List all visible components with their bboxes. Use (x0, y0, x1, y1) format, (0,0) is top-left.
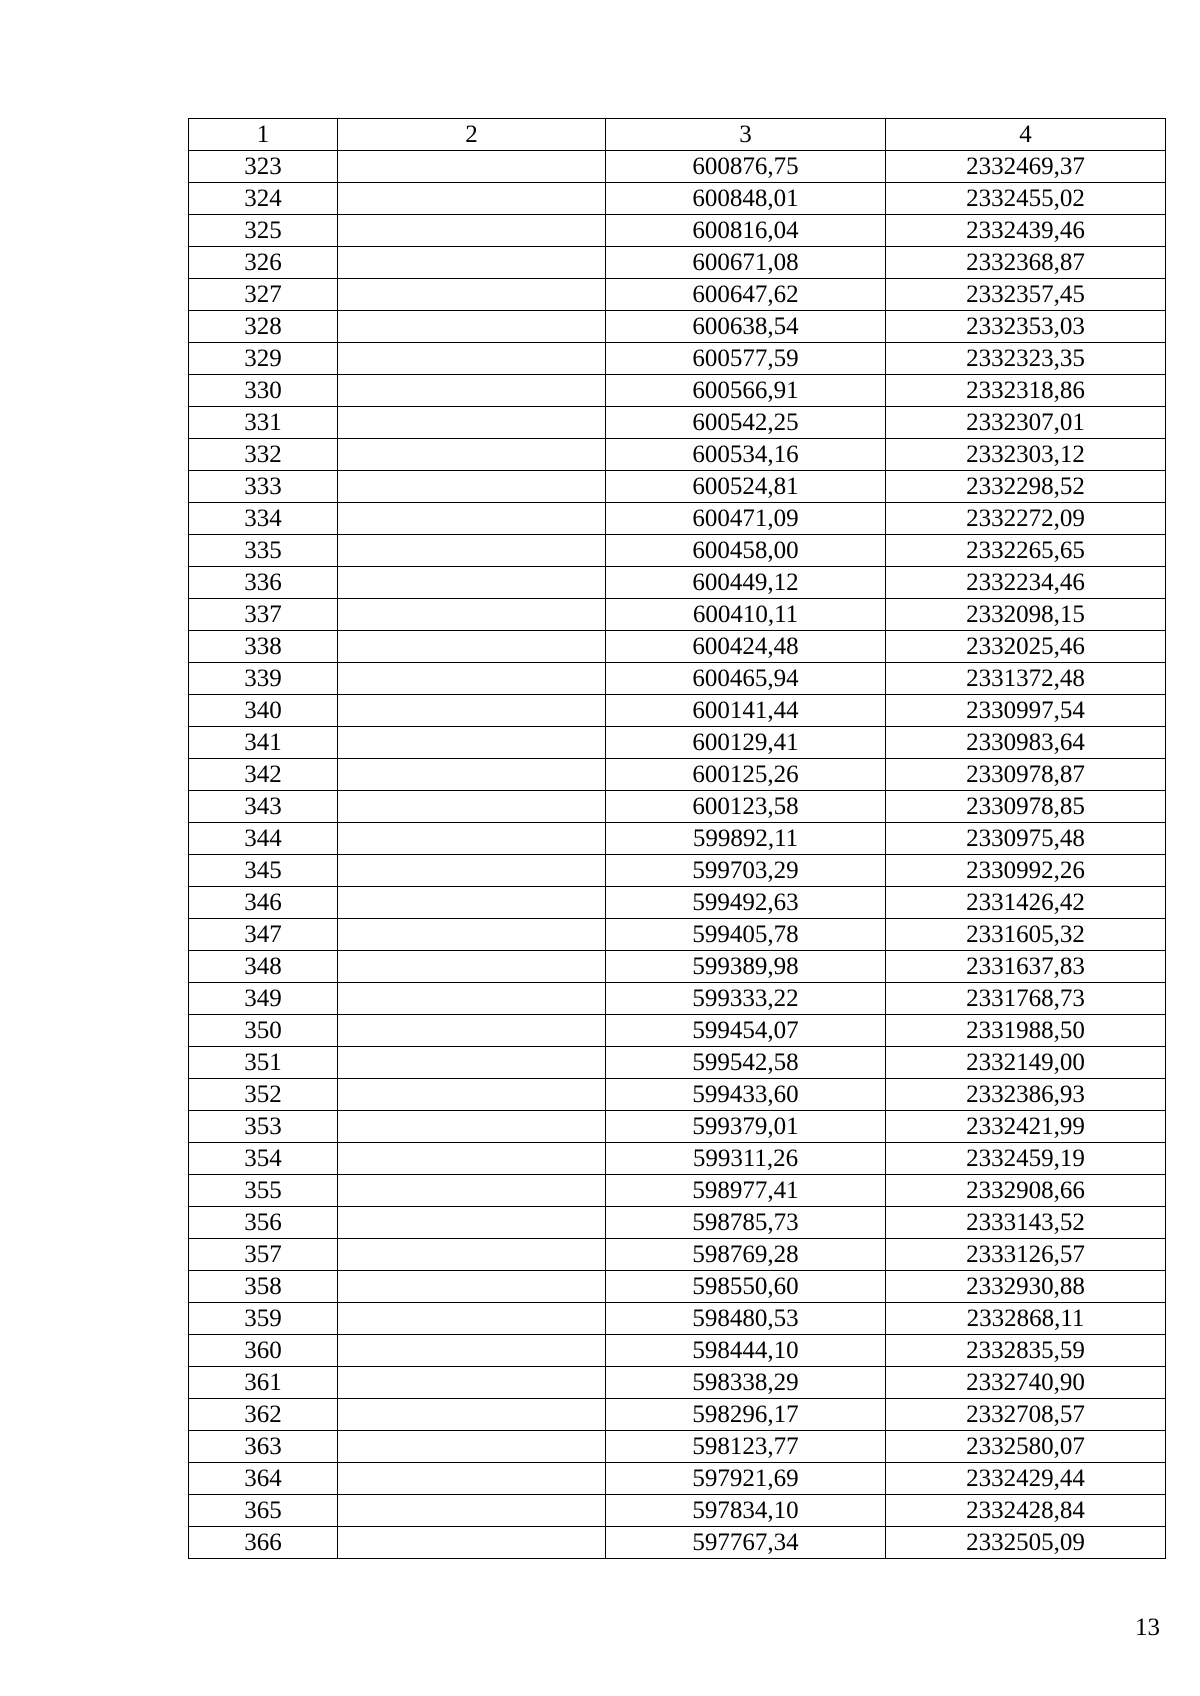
description-cell (338, 599, 606, 631)
y-coordinate-cell: 2332386,93 (886, 1079, 1166, 1111)
point-number-cell: 351 (189, 1047, 338, 1079)
y-coordinate-cell: 2332298,52 (886, 471, 1166, 503)
x-coordinate-cell: 600876,75 (606, 151, 886, 183)
table-row (189, 343, 1166, 375)
y-coordinate-cell: 2332025,46 (886, 631, 1166, 663)
point-number-cell: 365 (189, 1495, 338, 1527)
table-row (189, 247, 1166, 279)
x-coordinate-cell: 600410,11 (606, 599, 886, 631)
x-coordinate-cell: 599454,07 (606, 1015, 886, 1047)
x-coordinate-cell: 600647,62 (606, 279, 886, 311)
description-cell (338, 1367, 606, 1399)
table-row (189, 1527, 1166, 1559)
table-row (189, 951, 1166, 983)
x-coordinate-cell: 598480,53 (606, 1303, 886, 1335)
point-number-cell: 333 (189, 471, 338, 503)
table-row (189, 695, 1166, 727)
x-coordinate-cell: 600123,58 (606, 791, 886, 823)
description-cell (338, 215, 606, 247)
table-row (189, 151, 1166, 183)
point-number-cell: 359 (189, 1303, 338, 1335)
point-number-cell: 324 (189, 183, 338, 215)
header-cell-3: 3 (606, 119, 886, 151)
description-cell (338, 279, 606, 311)
point-number-cell: 329 (189, 343, 338, 375)
table-row (189, 503, 1166, 535)
point-number-cell: 325 (189, 215, 338, 247)
description-cell (338, 887, 606, 919)
y-coordinate-cell: 2332505,09 (886, 1527, 1166, 1559)
description-cell (338, 631, 606, 663)
description-cell (338, 535, 606, 567)
description-cell (338, 1463, 606, 1495)
description-cell (338, 791, 606, 823)
y-coordinate-cell: 2332469,37 (886, 151, 1166, 183)
table-row (189, 1143, 1166, 1175)
table-row (189, 375, 1166, 407)
y-coordinate-cell: 2332439,46 (886, 215, 1166, 247)
x-coordinate-cell: 598977,41 (606, 1175, 886, 1207)
coordinates-table (188, 118, 1166, 1559)
description-cell (338, 759, 606, 791)
y-coordinate-cell: 2332908,66 (886, 1175, 1166, 1207)
point-number-cell: 334 (189, 503, 338, 535)
y-coordinate-cell: 2332357,45 (886, 279, 1166, 311)
point-number-cell: 341 (189, 727, 338, 759)
x-coordinate-cell: 599433,60 (606, 1079, 886, 1111)
x-coordinate-cell: 598296,17 (606, 1399, 886, 1431)
table-row (189, 1463, 1166, 1495)
y-coordinate-cell: 2332455,02 (886, 183, 1166, 215)
x-coordinate-cell: 600129,41 (606, 727, 886, 759)
point-number-cell: 361 (189, 1367, 338, 1399)
description-cell (338, 951, 606, 983)
y-coordinate-cell: 2332265,65 (886, 535, 1166, 567)
y-coordinate-cell: 2331372,48 (886, 663, 1166, 695)
table-row (189, 1207, 1166, 1239)
point-number-cell: 355 (189, 1175, 338, 1207)
x-coordinate-cell: 600424,48 (606, 631, 886, 663)
y-coordinate-cell: 2332323,35 (886, 343, 1166, 375)
table-row (189, 919, 1166, 951)
description-cell (338, 343, 606, 375)
y-coordinate-cell: 2330983,64 (886, 727, 1166, 759)
description-cell (338, 503, 606, 535)
description-cell (338, 695, 606, 727)
x-coordinate-cell: 600141,44 (606, 695, 886, 727)
description-cell (338, 1495, 606, 1527)
y-coordinate-cell: 2332708,57 (886, 1399, 1166, 1431)
point-number-cell: 352 (189, 1079, 338, 1111)
y-coordinate-cell: 2330992,26 (886, 855, 1166, 887)
table-row (189, 1271, 1166, 1303)
table-row (189, 183, 1166, 215)
description-cell (338, 1111, 606, 1143)
y-coordinate-cell: 2332835,59 (886, 1335, 1166, 1367)
point-number-cell: 331 (189, 407, 338, 439)
y-coordinate-cell: 2331637,83 (886, 951, 1166, 983)
table-row (189, 1303, 1166, 1335)
x-coordinate-cell: 599542,58 (606, 1047, 886, 1079)
table-body (189, 151, 1166, 1559)
x-coordinate-cell: 599703,29 (606, 855, 886, 887)
point-number-cell: 339 (189, 663, 338, 695)
x-coordinate-cell: 598550,60 (606, 1271, 886, 1303)
point-number-cell: 337 (189, 599, 338, 631)
table-row (189, 663, 1166, 695)
point-number-cell: 356 (189, 1207, 338, 1239)
y-coordinate-cell: 2332318,86 (886, 375, 1166, 407)
description-cell (338, 1015, 606, 1047)
table-row (189, 407, 1166, 439)
point-number-cell: 332 (189, 439, 338, 471)
description-cell (338, 439, 606, 471)
description-cell (338, 567, 606, 599)
y-coordinate-cell: 2332307,01 (886, 407, 1166, 439)
table-row (189, 759, 1166, 791)
y-coordinate-cell: 2332303,12 (886, 439, 1166, 471)
point-number-cell: 354 (189, 1143, 338, 1175)
table-row (189, 1367, 1166, 1399)
table-row (189, 279, 1166, 311)
table-row (189, 311, 1166, 343)
point-number-cell: 327 (189, 279, 338, 311)
description-cell (338, 407, 606, 439)
header-cell-1: 1 (189, 119, 338, 151)
point-number-cell: 357 (189, 1239, 338, 1271)
y-coordinate-cell: 2332234,46 (886, 567, 1166, 599)
description-cell (338, 1239, 606, 1271)
table-row (189, 1239, 1166, 1271)
x-coordinate-cell: 600524,81 (606, 471, 886, 503)
point-number-cell: 366 (189, 1527, 338, 1559)
y-coordinate-cell: 2332428,84 (886, 1495, 1166, 1527)
y-coordinate-cell: 2331768,73 (886, 983, 1166, 1015)
table-row (189, 823, 1166, 855)
y-coordinate-cell: 2330997,54 (886, 695, 1166, 727)
table-row (189, 439, 1166, 471)
x-coordinate-cell: 599311,26 (606, 1143, 886, 1175)
description-cell (338, 855, 606, 887)
point-number-cell: 326 (189, 247, 338, 279)
description-cell (338, 311, 606, 343)
point-number-cell: 342 (189, 759, 338, 791)
x-coordinate-cell: 598338,29 (606, 1367, 886, 1399)
point-number-cell: 323 (189, 151, 338, 183)
description-cell (338, 151, 606, 183)
x-coordinate-cell: 600449,12 (606, 567, 886, 599)
point-number-cell: 338 (189, 631, 338, 663)
point-number-cell: 330 (189, 375, 338, 407)
table-row (189, 215, 1166, 247)
table-row (189, 1047, 1166, 1079)
point-number-cell: 353 (189, 1111, 338, 1143)
page-number: 13 (1135, 1614, 1160, 1641)
x-coordinate-cell: 600125,26 (606, 759, 886, 791)
table-row (189, 1399, 1166, 1431)
description-cell (338, 183, 606, 215)
description-cell (338, 1175, 606, 1207)
y-coordinate-cell: 2332098,15 (886, 599, 1166, 631)
x-coordinate-cell: 600465,94 (606, 663, 886, 695)
table-row (189, 567, 1166, 599)
point-number-cell: 343 (189, 791, 338, 823)
header-cell-4: 4 (886, 119, 1166, 151)
x-coordinate-cell: 600458,00 (606, 535, 886, 567)
y-coordinate-cell: 2332740,90 (886, 1367, 1166, 1399)
description-cell (338, 1047, 606, 1079)
description-cell (338, 1079, 606, 1111)
table-row (189, 1079, 1166, 1111)
y-coordinate-cell: 2331605,32 (886, 919, 1166, 951)
header-row (189, 119, 1166, 151)
x-coordinate-cell: 599405,78 (606, 919, 886, 951)
y-coordinate-cell: 2332272,09 (886, 503, 1166, 535)
description-cell (338, 823, 606, 855)
table-row (189, 535, 1166, 567)
x-coordinate-cell: 599492,63 (606, 887, 886, 919)
description-cell (338, 1527, 606, 1559)
point-number-cell: 335 (189, 535, 338, 567)
point-number-cell: 345 (189, 855, 338, 887)
table-row (189, 855, 1166, 887)
x-coordinate-cell: 599892,11 (606, 823, 886, 855)
y-coordinate-cell: 2332368,87 (886, 247, 1166, 279)
table-row (189, 599, 1166, 631)
x-coordinate-cell: 600534,16 (606, 439, 886, 471)
description-cell (338, 919, 606, 951)
table-row (189, 1175, 1166, 1207)
y-coordinate-cell: 2332429,44 (886, 1463, 1166, 1495)
y-coordinate-cell: 2332353,03 (886, 311, 1166, 343)
description-cell (338, 1303, 606, 1335)
point-number-cell: 358 (189, 1271, 338, 1303)
table-row (189, 791, 1166, 823)
y-coordinate-cell: 2331426,42 (886, 887, 1166, 919)
table-row (189, 983, 1166, 1015)
x-coordinate-cell: 597921,69 (606, 1463, 886, 1495)
point-number-cell: 360 (189, 1335, 338, 1367)
y-coordinate-cell: 2332149,00 (886, 1047, 1166, 1079)
y-coordinate-cell: 2333143,52 (886, 1207, 1166, 1239)
x-coordinate-cell: 598444,10 (606, 1335, 886, 1367)
x-coordinate-cell: 597767,34 (606, 1527, 886, 1559)
y-coordinate-cell: 2330978,85 (886, 791, 1166, 823)
table-row (189, 887, 1166, 919)
x-coordinate-cell: 600471,09 (606, 503, 886, 535)
point-number-cell: 364 (189, 1463, 338, 1495)
x-coordinate-cell: 597834,10 (606, 1495, 886, 1527)
table-row (189, 1431, 1166, 1463)
point-number-cell: 362 (189, 1399, 338, 1431)
x-coordinate-cell: 599333,22 (606, 983, 886, 1015)
y-coordinate-cell: 2332459,19 (886, 1143, 1166, 1175)
y-coordinate-cell: 2332421,99 (886, 1111, 1166, 1143)
y-coordinate-cell: 2331988,50 (886, 1015, 1166, 1047)
x-coordinate-cell: 600638,54 (606, 311, 886, 343)
description-cell (338, 727, 606, 759)
description-cell (338, 471, 606, 503)
description-cell (338, 247, 606, 279)
point-number-cell: 348 (189, 951, 338, 983)
x-coordinate-cell: 600848,01 (606, 183, 886, 215)
header-cell-2: 2 (338, 119, 606, 151)
x-coordinate-cell: 600577,59 (606, 343, 886, 375)
x-coordinate-cell: 598123,77 (606, 1431, 886, 1463)
point-number-cell: 340 (189, 695, 338, 727)
description-cell (338, 1431, 606, 1463)
point-number-cell: 347 (189, 919, 338, 951)
x-coordinate-cell: 600816,04 (606, 215, 886, 247)
y-coordinate-cell: 2330975,48 (886, 823, 1166, 855)
table-row (189, 1111, 1166, 1143)
table-row (189, 471, 1166, 503)
table-row (189, 1495, 1166, 1527)
x-coordinate-cell: 600671,08 (606, 247, 886, 279)
table-row (189, 1335, 1166, 1367)
point-number-cell: 346 (189, 887, 338, 919)
table-row (189, 631, 1166, 663)
table-row (189, 727, 1166, 759)
table-row (189, 1015, 1166, 1047)
description-cell (338, 1335, 606, 1367)
point-number-cell: 328 (189, 311, 338, 343)
y-coordinate-cell: 2333126,57 (886, 1239, 1166, 1271)
point-number-cell: 349 (189, 983, 338, 1015)
x-coordinate-cell: 600542,25 (606, 407, 886, 439)
description-cell (338, 1399, 606, 1431)
description-cell (338, 375, 606, 407)
description-cell (338, 1271, 606, 1303)
y-coordinate-cell: 2330978,87 (886, 759, 1166, 791)
description-cell (338, 1143, 606, 1175)
point-number-cell: 350 (189, 1015, 338, 1047)
point-number-cell: 336 (189, 567, 338, 599)
x-coordinate-cell: 599379,01 (606, 1111, 886, 1143)
x-coordinate-cell: 599389,98 (606, 951, 886, 983)
description-cell (338, 663, 606, 695)
point-number-cell: 363 (189, 1431, 338, 1463)
point-number-cell: 344 (189, 823, 338, 855)
description-cell (338, 1207, 606, 1239)
x-coordinate-cell: 600566,91 (606, 375, 886, 407)
x-coordinate-cell: 598785,73 (606, 1207, 886, 1239)
y-coordinate-cell: 2332580,07 (886, 1431, 1166, 1463)
x-coordinate-cell: 598769,28 (606, 1239, 886, 1271)
y-coordinate-cell: 2332868,11 (886, 1303, 1166, 1335)
y-coordinate-cell: 2332930,88 (886, 1271, 1166, 1303)
description-cell (338, 983, 606, 1015)
